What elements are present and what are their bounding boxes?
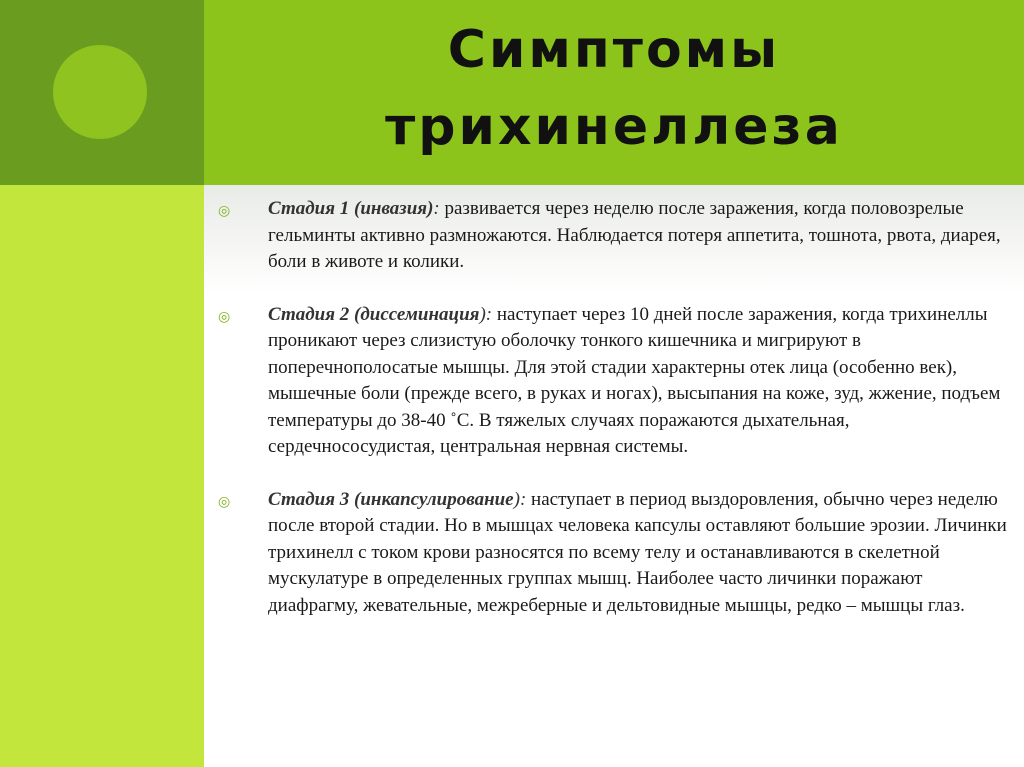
stage-label: Стадия 2 (диссеминация bbox=[268, 303, 480, 325]
list-item-stage-3 bbox=[214, 487, 1014, 620]
bullet-icon: ◎ bbox=[218, 493, 231, 510]
list-item-stage-1 bbox=[214, 196, 1014, 276]
stage-description: наступает через 10 дней после заражения, когда трихинеллы проникают через слизистую оболочку тонкого кишечника и мигрируют в поперечнополосатые мышцы. Для этой стадии характерны отек лица (особенно век), мышечные боли (прежде всего, в руках и ногах), высыпания на коже, зуд, жжение, подъем температуры до 38-40 ˚С. В тяжелых случаях поражаются дыхательная, сердечнососудистая, центральная нервная системы. bbox=[268, 303, 1001, 457]
stage-description: наступает в период выздоровления, обычно через неделю после второй стадии. Но в мышцах человека капсулы оставляют большие эрозии. Личинки трихинелл с током крови разносятся по всему телу и останавливаются в скелетной мускулатуре в определенных группах мышц. Наиболее часто личинки поражают диафрагму, жевательные, межреберные и дельтовидные мышцы, редко – мышцы глаз. bbox=[268, 488, 1007, 616]
list-item-stage-2 bbox=[214, 302, 1014, 461]
title-line-2: трихинеллеза bbox=[385, 97, 843, 157]
stage-colon: ): bbox=[479, 303, 493, 325]
left-top-panel bbox=[0, 0, 204, 185]
stage-description: развивается через неделю после заражения, когда половозрелые гельминты активно размножаются. Наблюдается потеря аппетита, тошнота, рвота, диарея, боли в животе и колики. bbox=[268, 198, 1001, 272]
symptom-list bbox=[214, 196, 1014, 645]
stage-label: Стадия 3 (инкапсулирование bbox=[268, 488, 514, 510]
bullet-icon: ◎ bbox=[218, 203, 231, 219]
page-title bbox=[204, 12, 1024, 166]
title-line-1: Симптомы bbox=[447, 20, 781, 80]
bullet-icon: ◎ bbox=[218, 308, 231, 325]
stage-colon: ): bbox=[513, 488, 527, 510]
stage-label: Стадия 1 (инвазия) bbox=[268, 198, 434, 219]
decorative-circle bbox=[53, 45, 147, 139]
stage-colon: : bbox=[433, 198, 440, 219]
left-bottom-panel bbox=[0, 185, 204, 767]
